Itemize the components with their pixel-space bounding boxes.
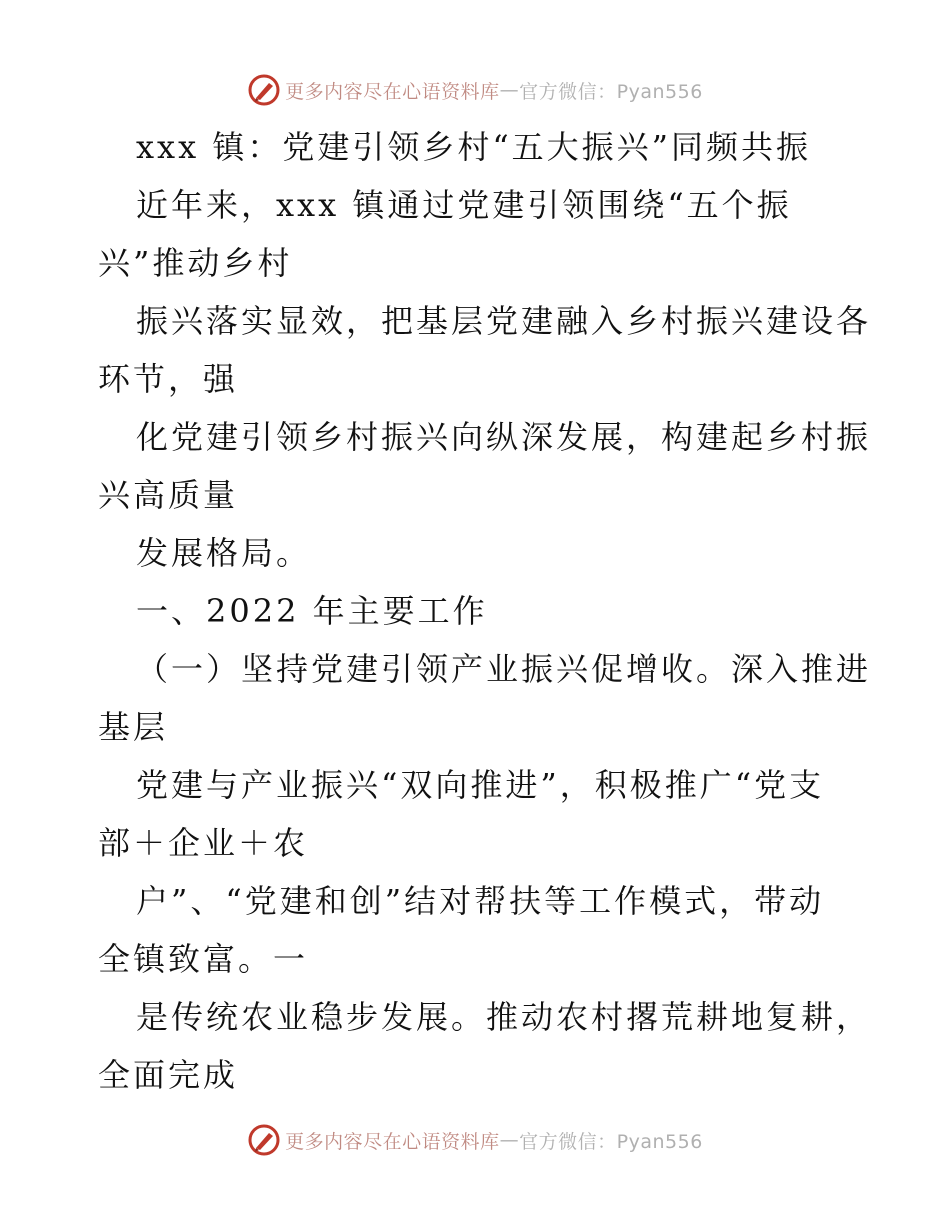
text-line: 兴”推动乡村 — [98, 244, 293, 282]
text-line: 近年来，xxx 镇通过党建引领围绕“五个振 — [136, 186, 792, 224]
watermark-sub-text: 官方微信：Pyan556 — [519, 1130, 703, 1153]
text-line: 振兴落实显效，把基层党建融入乡村振兴建设各 — [136, 302, 872, 340]
text-line: （一）坚持党建引领产业振兴促增收。深入推进 — [136, 650, 872, 688]
text-line: 全镇致富。一 — [98, 940, 309, 978]
watermark-main-text: 更多内容尽在心语资料库 — [285, 80, 500, 103]
text-line: 化党建引领乡村振兴向纵深发展，构建起乡村振 — [136, 418, 872, 456]
text-line: xxx 镇：党建引领乡村“五大振兴”同频共振 — [136, 128, 812, 166]
pen-logo-icon — [247, 73, 281, 107]
watermark-main-text: 更多内容尽在心语资料库 — [285, 1130, 500, 1153]
text-line: 是传统农业稳步发展。推动农村撂荒耕地复耕， — [136, 998, 872, 1036]
watermark-dash: — — [499, 1129, 520, 1151]
text-line: 户”、“党建和创”结对帮扶等工作模式，带动 — [136, 882, 825, 920]
watermark-dash: — — [499, 79, 520, 101]
footer-watermark — [0, 1122, 950, 1158]
text-line: 党建与产业振兴“双向推进”，积极推广“党支 — [136, 766, 825, 804]
text-line: 兴高质量 — [98, 476, 239, 514]
text-line: 部＋企业＋农 — [98, 824, 309, 862]
text-line: 发展格局。 — [136, 534, 312, 572]
text-line: 一、2022 年主要工作 — [136, 592, 488, 630]
text-line: 环节，强 — [98, 360, 239, 398]
watermark-sub-text: 官方微信：Pyan556 — [519, 80, 703, 103]
document-body — [98, 118, 872, 1104]
header-watermark — [0, 72, 950, 108]
text-line: 全面完成 — [98, 1056, 239, 1094]
pen-logo-icon — [247, 1123, 281, 1157]
text-line: 基层 — [98, 708, 169, 746]
